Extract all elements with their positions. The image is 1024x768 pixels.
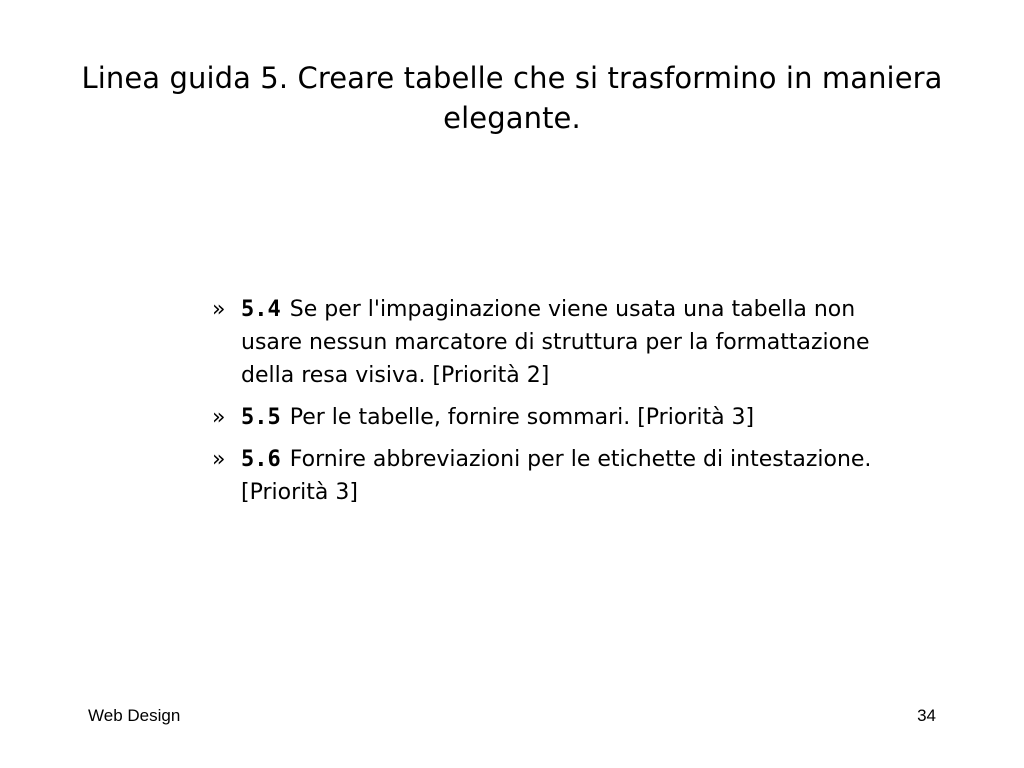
bullet-marker: » [212, 297, 226, 322]
guideline-item [212, 293, 922, 392]
guideline-text: Se per l'impaginazione viene usata una tabella non usare nessun marcatore di struttura per la formattazione della resa visiva. [Priorità 2] [241, 297, 870, 388]
guideline-number: 5.5 [241, 405, 281, 430]
bullet-marker: » [212, 405, 226, 430]
guideline-number: 5.6 [241, 447, 281, 472]
guideline-item [212, 443, 922, 509]
guideline-list [212, 293, 922, 518]
guideline-text: Fornire abbreviazioni per le etichette di intestazione. [Priorità 3] [241, 447, 872, 505]
page-number: 34 [917, 706, 936, 725]
slide-title: Linea guida 5. Creare tabelle che si trasformino in maniera elegante. [81, 61, 943, 135]
guideline-number: 5.4 [241, 297, 281, 322]
footer-course-name: Web Design [88, 706, 181, 725]
bullet-marker: » [212, 447, 226, 472]
guideline-item [212, 401, 922, 434]
guideline-text: Per le tabelle, fornire sommari. [Priorità 3] [289, 405, 755, 430]
